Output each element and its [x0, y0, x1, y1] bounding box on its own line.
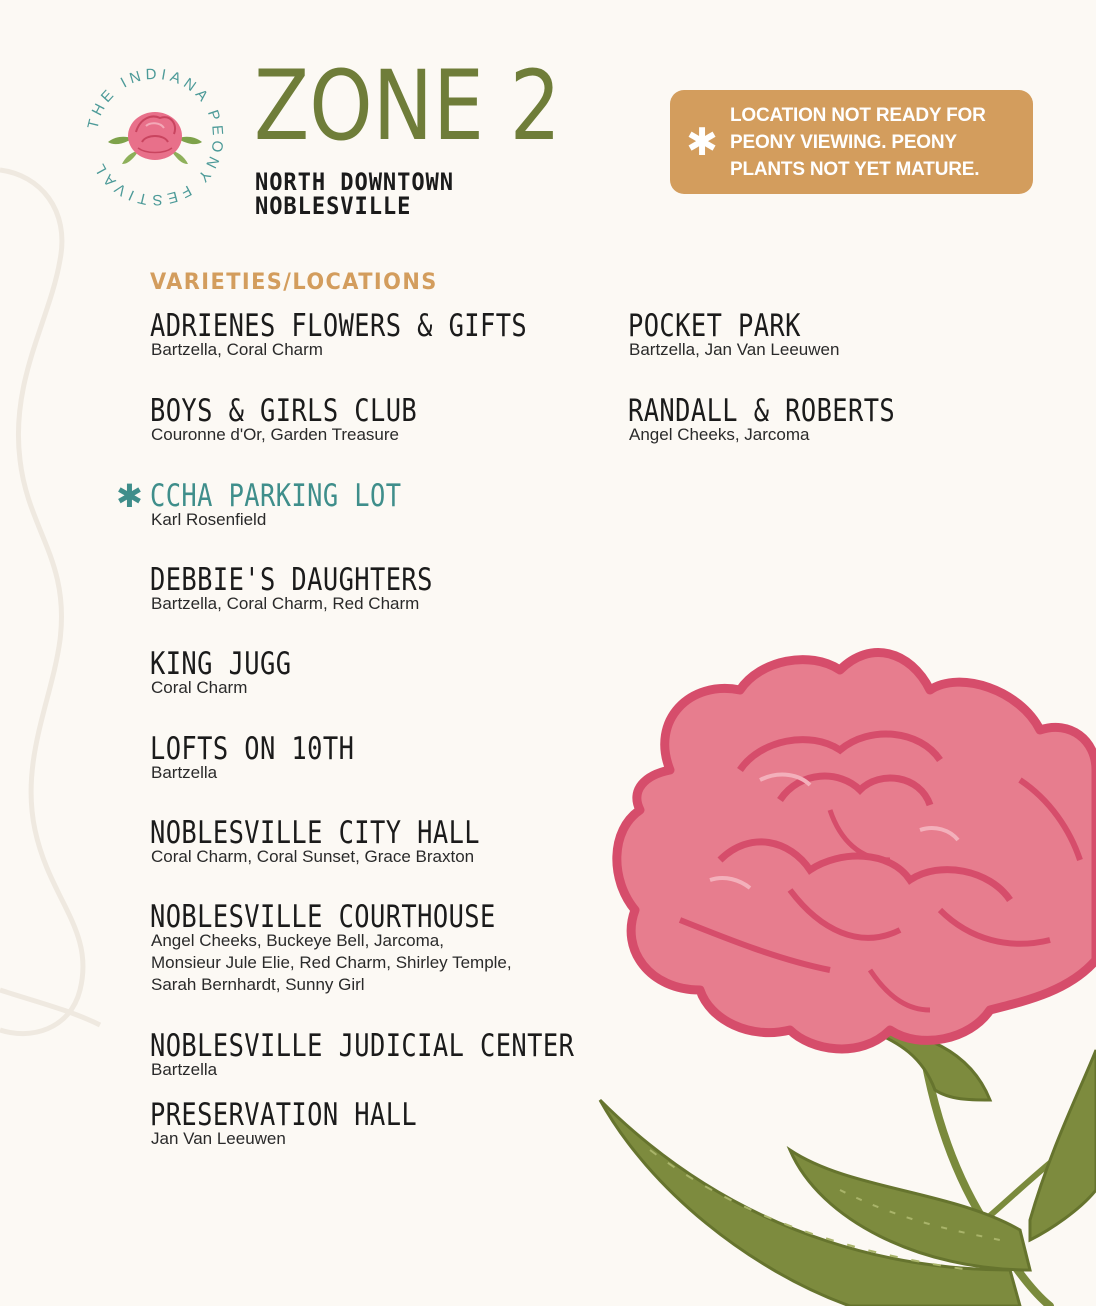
location-item — [150, 1099, 476, 1150]
leaf — [1030, 1050, 1096, 1240]
location-item — [150, 648, 322, 699]
location-varieties: Bartzella, Jan Van Leeuwen — [629, 340, 840, 359]
location-varieties: Jan Van Leeuwen — [151, 1129, 286, 1148]
location-name: ADRIENES FLOWERS & GIFTS — [150, 308, 528, 344]
location-varieties: Sarah Bernhardt, Sunny Girl — [151, 975, 365, 994]
location-varieties: Coral Charm, Coral Sunset, Grace Braxton — [151, 847, 475, 866]
location-varieties: Couronne d'Or, Garden Treasure — [151, 425, 399, 444]
location-name: NOBLESVILLE JUDICIAL CENTER — [150, 1028, 575, 1064]
location-varieties: Coral Charm — [151, 678, 248, 697]
location-name: RANDALL & ROBERTS — [628, 393, 896, 429]
asterisk-icon: ✱ — [116, 477, 143, 515]
location-varieties: Angel Cheeks, Buckeye Bell, Jarcoma, — [151, 931, 444, 950]
location-item — [150, 1030, 667, 1081]
location-item-not-ready — [116, 477, 457, 531]
peony-illustration — [590, 630, 1096, 1306]
location-varieties: Bartzella — [151, 1060, 218, 1079]
peony-icon — [108, 112, 202, 164]
zone-subtitle — [255, 170, 454, 218]
location-item — [150, 733, 399, 784]
location-item — [150, 901, 572, 996]
zone-subtitle-line2: NOBLESVILLE — [255, 192, 412, 220]
notice-text: LOCATION NOT READY FOR PEONY VIEWING. PEONY PLANTS NOT YET MATURE. — [730, 104, 986, 180]
location-name: NOBLESVILLE CITY HALL — [150, 815, 480, 851]
asterisk-icon: ✱ — [686, 120, 718, 164]
location-varieties: Monsieur Jule Elie, Red Charm, Shirley Temple, — [151, 953, 512, 972]
location-name: NOBLESVILLE COURTHOUSE — [150, 899, 496, 935]
location-varieties: Bartzella, Coral Charm, Red Charm — [151, 594, 420, 613]
zone-title: ZONE 2 — [254, 50, 561, 162]
location-name: CCHA PARKING LOT — [150, 478, 402, 514]
location-name: PRESERVATION HALL — [150, 1097, 418, 1133]
location-varieties: Angel Cheeks, Jarcoma — [629, 425, 810, 444]
location-varieties: Bartzella — [151, 763, 218, 782]
location-name: DEBBIE'S DAUGHTERS — [150, 562, 433, 598]
not-ready-notice — [670, 90, 1033, 194]
section-heading: VARIETIES/LOCATIONS — [150, 270, 438, 295]
location-item — [150, 817, 552, 868]
zone-subtitle-line1: NORTH DOWNTOWN — [255, 168, 454, 196]
location-item — [628, 395, 954, 446]
location-item — [150, 310, 610, 361]
logo-ring-text: THE INDIANA PEONY FESTIVAL — [84, 65, 227, 209]
location-item — [628, 310, 839, 361]
location-name: POCKET PARK — [628, 308, 801, 344]
location-item — [150, 395, 476, 446]
location-name: LOFTS ON 10TH — [150, 731, 355, 767]
location-item — [150, 564, 495, 615]
location-name: KING JUGG — [150, 646, 292, 682]
location-name: BOYS & GIRLS CLUB — [150, 393, 418, 429]
location-varieties: Karl Rosenfield — [151, 510, 267, 529]
location-varieties: Bartzella, Coral Charm — [151, 340, 323, 359]
festival-logo — [80, 62, 230, 212]
